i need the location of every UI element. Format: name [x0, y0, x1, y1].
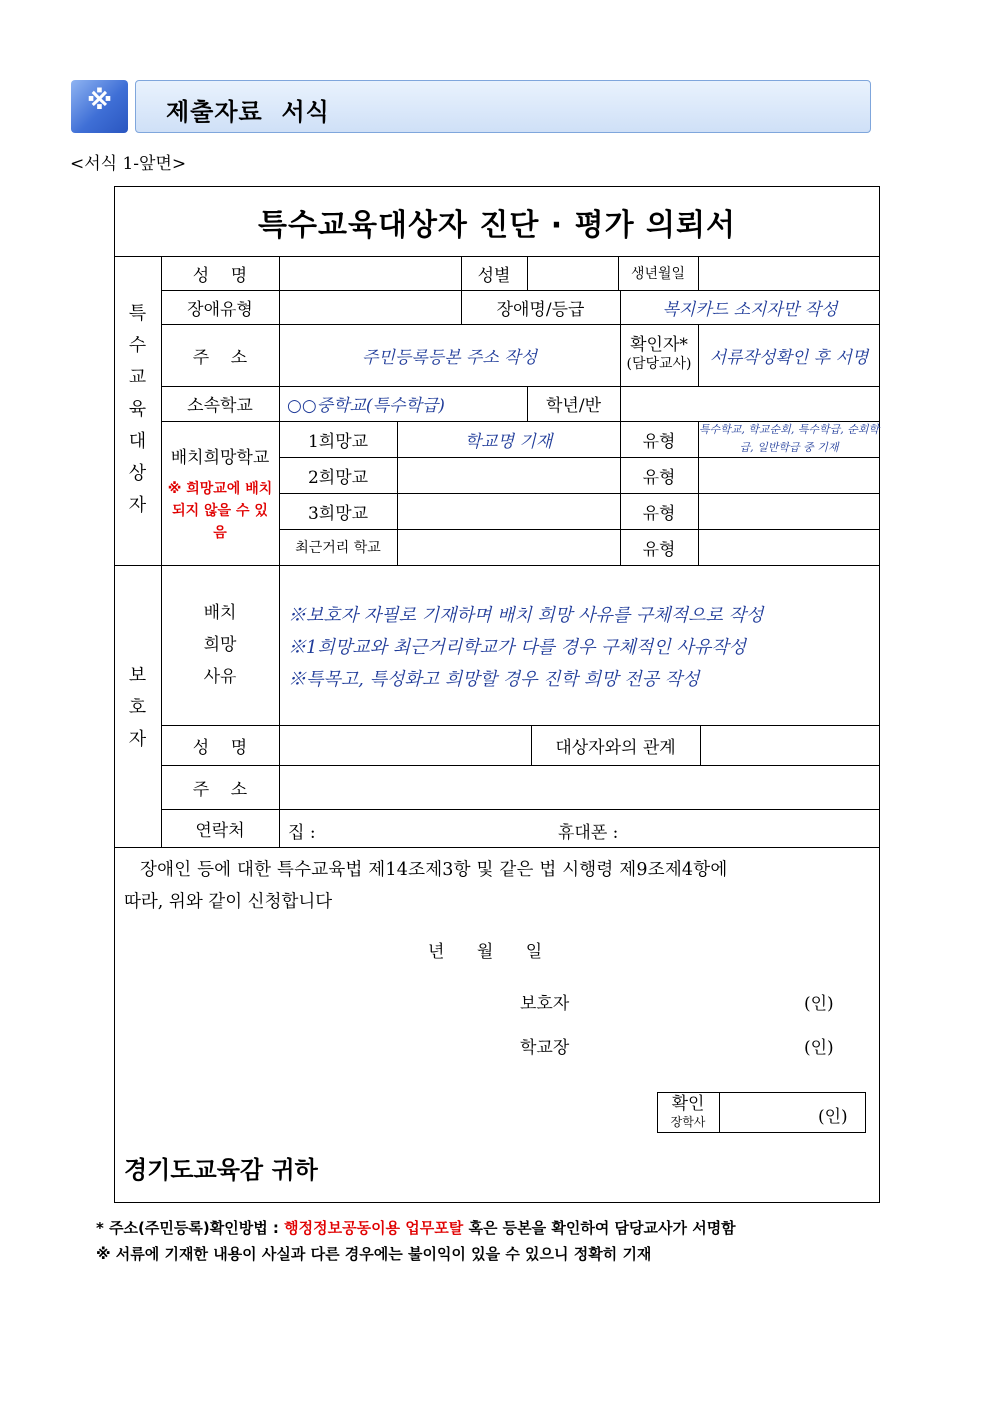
grade-field[interactable] — [620, 386, 880, 421]
choice-2-type-field[interactable] — [698, 457, 880, 493]
form-label: <서식 1-앞면> — [70, 154, 187, 174]
guardian-address-field[interactable] — [279, 765, 880, 809]
disability-type-label: 장애유형 — [187, 299, 253, 320]
document-title: 특수교육대상자 진단 · 평가 의뢰서 — [258, 208, 736, 243]
name-label: 성 명 — [192, 265, 248, 286]
placement-warning: ※ 희망교에 배치 되지 않을 수 있음 — [167, 480, 273, 541]
nearest-school-label: 최근거리 학교 — [295, 540, 381, 556]
header-title: 제출자료 서식 — [166, 98, 330, 126]
relation-field[interactable] — [700, 725, 880, 765]
mobile-phone-label: 휴대폰 : — [558, 823, 619, 843]
reason-note-3: ※특목고, 특성화고 희망할 경우 진학 희망 전공 작성 — [288, 669, 700, 690]
statement-line-1: 장애인 등에 대한 특수교육법 제14조제3항 및 같은 법 시행령 제9조제4항에 — [140, 860, 728, 880]
header-icon: ※ — [71, 80, 128, 133]
name-field[interactable] — [279, 256, 461, 290]
statement-line-2: 따라, 위와 같이 신청합니다 — [124, 892, 333, 912]
confirm-seal[interactable]: (인) — [818, 1107, 848, 1127]
confirmer-label: 확인자* (담당교사) — [626, 335, 692, 372]
address-label: 주 소 — [192, 347, 248, 368]
choice-3-label: 3희망교 — [307, 503, 369, 524]
choice-3-type-label: 유형 — [642, 503, 676, 524]
divider — [114, 565, 880, 566]
choice-3-type-field[interactable] — [698, 493, 880, 529]
relation-label: 대상자와의 관계 — [555, 737, 676, 758]
confirmer-note: 서류작성확인 후 서명 — [709, 347, 869, 368]
choice-3-field[interactable] — [397, 493, 620, 529]
confirm-label: 확인 장학사 — [670, 1093, 706, 1129]
guardian-name-field[interactable] — [279, 725, 531, 765]
guardian-name-label: 성 명 — [192, 737, 248, 758]
grade-label: 학년/반 — [546, 396, 601, 416]
choice-1-label: 1희망교 — [307, 431, 369, 452]
nearest-type-label: 유형 — [642, 539, 676, 560]
disability-grade-note: 복지카드 소지자만 작성 — [662, 299, 838, 320]
nearest-school-field[interactable] — [397, 529, 620, 565]
choice-1-type-label: 유형 — [642, 431, 676, 452]
reason-note-1: ※보호자 자필로 기재하며 배치 희망 사유를 구체적으로 작성 — [288, 605, 764, 626]
address-note: 주민등록등본 주소 작성 — [361, 347, 538, 368]
birth-label: 생년월일 — [630, 266, 686, 282]
footer-note-2: ※ 서류에 기재한 내용이 사실과 다른 경우에는 불이익이 있을 수 있으니 정확히 기재 — [96, 1245, 652, 1263]
school-value: ○○중학교(특수학급) — [287, 396, 445, 416]
guardian-sign-label: 보호자 — [520, 994, 570, 1014]
principal-seal[interactable]: (인) — [804, 1038, 834, 1058]
contact-label: 연락처 — [195, 820, 245, 841]
birth-field[interactable] — [698, 256, 880, 290]
subject-section-label: 특 수 교 육 대 상 자 — [128, 303, 147, 516]
divider — [114, 847, 880, 848]
guardian-address-label: 주 소 — [192, 779, 248, 800]
choice-2-field[interactable] — [397, 457, 620, 493]
guardian-seal[interactable]: (인) — [804, 994, 834, 1014]
disability-type-field[interactable] — [279, 290, 461, 324]
choice-1-value: 학교명 기재 — [464, 431, 553, 452]
nearest-type-field[interactable] — [698, 529, 880, 565]
gender-field[interactable] — [527, 256, 618, 290]
disability-grade-label: 장애명/등급 — [496, 299, 585, 320]
type-note: 특수학교, 학교순회, 특수학급, 순회학급, 일반학급 중 기재 — [698, 423, 880, 454]
guardian-section-label: 보 호 자 — [128, 665, 147, 750]
divider — [719, 1092, 720, 1133]
placement-label-cell — [161, 421, 279, 565]
home-phone-label: 집 : — [288, 823, 316, 843]
placement-label: 배치희망학교 — [170, 447, 270, 468]
reason-note-2: ※1희망교와 최근거리학교가 다를 경우 구체적인 사유작성 — [288, 637, 746, 658]
choice-2-label: 2희망교 — [307, 467, 369, 488]
choice-2-type-label: 유형 — [642, 467, 676, 488]
reason-label: 배치 희망 사유 — [203, 603, 237, 687]
school-label: 소속학교 — [187, 396, 253, 416]
gender-label: 성별 — [477, 265, 511, 286]
principal-sign-label: 학교장 — [520, 1038, 570, 1058]
footer-note-1: * 주소(주민등록)확인방법 : 행정정보공동이용 업무포탈 혹은 등본을 확인하여 담당교사가 서명함 — [96, 1219, 736, 1237]
addressee: 경기도교육감 귀하 — [124, 1155, 318, 1184]
date-line: 년 월 일 — [428, 942, 543, 962]
